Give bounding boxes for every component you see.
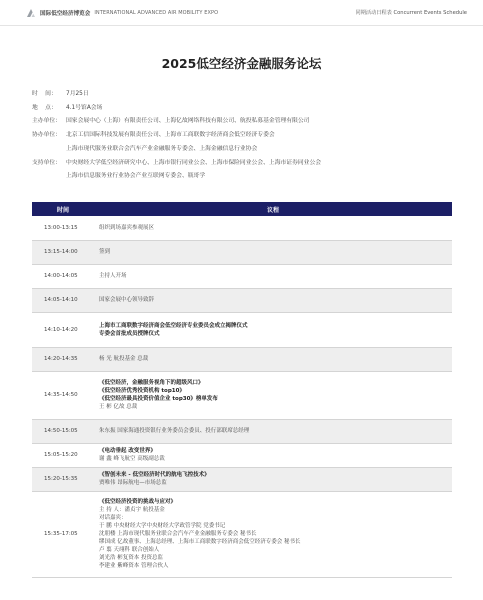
agenda-header-row: [32, 202, 452, 216]
agenda-time: 14:35-14:50: [32, 371, 94, 419]
column-header-time: 时间: [32, 202, 94, 216]
info-value: 4.1号馆A会场: [66, 104, 103, 111]
info-label: [32, 170, 66, 184]
info-label: 主办单位：: [32, 118, 61, 125]
agenda-time: 15:20-15:35: [32, 467, 94, 491]
agenda-speaker: 贾唯伟 昂际航电—市场总监: [99, 480, 167, 486]
info-label: [32, 143, 66, 157]
brand-name-en: INTERNATIONAL ADVANCED AIR MOBILITY EXPO: [94, 9, 219, 16]
page-title: 2025低空经济金融服务论坛: [161, 56, 322, 71]
agenda-item: [94, 443, 452, 467]
agenda-row: [32, 312, 452, 347]
info-label: 时 间：: [32, 91, 57, 97]
agenda-row: [32, 347, 452, 371]
event-info: [32, 88, 462, 184]
agenda-time: 14:10-14:20: [32, 312, 94, 347]
brand-name-cn: 国际低空经济博览会: [40, 10, 91, 17]
agenda-item: [94, 312, 452, 347]
agenda-time: 13:00-13:15: [32, 216, 94, 240]
agenda-title-line: 组织到场嘉宾参观展区: [99, 224, 155, 231]
agenda-time: 14:20-14:35: [32, 347, 94, 371]
agenda-title-line: 《低空经济，金融服务视角下的超级风口》: [99, 380, 204, 386]
agenda-row: [32, 419, 452, 443]
brand: [26, 8, 218, 18]
agenda-speaker: 李建业 紫峰资本 管理合伙人: [99, 563, 169, 569]
agenda-speaker: 对话嘉宾：: [99, 515, 127, 521]
agenda-title-line: 《低空经济优秀投资机构 top10》: [99, 388, 185, 394]
agenda-speaker: 于 鹏 中央财经大学中央财经大学政管学院 党委书记: [99, 523, 226, 529]
agenda-speaker: 缪国成 亿故董事、上海总经理、上海市工商联数字经济商会低空经济专委会 秘书长: [99, 539, 301, 545]
agenda-item: [94, 264, 452, 288]
info-value: 上海市现代服务业联合会汽车产业金融服务专委会、上海金融信息行业协会: [66, 145, 258, 152]
info-label: 支持单位：: [32, 159, 61, 166]
info-label: 协办单位：: [32, 132, 61, 139]
agenda-time: 15:05-15:20: [32, 443, 94, 467]
agenda-row: [32, 371, 452, 419]
info-row: [32, 170, 462, 184]
agenda-item: [94, 347, 452, 371]
expo-logo-icon: [26, 8, 36, 18]
agenda-title-line: 杨 光 航投基金 总裁: [99, 356, 149, 362]
agenda-time: 14:00-14:05: [32, 264, 94, 288]
agenda-row: [32, 264, 452, 288]
agenda-speaker: 王 彬 亿故 总裁: [99, 404, 138, 410]
agenda-table: [32, 202, 452, 578]
info-value: 国家会展中心（上海）有限责任公司、上海亿故网络科技有限公司、航投私募基金管理有限公司: [66, 118, 310, 125]
agenda-item: [94, 216, 452, 240]
agenda-title-line: 主持人开场: [99, 273, 127, 279]
info-row: [32, 129, 462, 143]
agenda-row: [32, 288, 452, 312]
agenda-item: [94, 491, 452, 577]
agenda-speaker: 谢 鑫 峰飞航空 高级副总裁: [99, 456, 165, 462]
agenda-speaker: 卢 翦 天翊科 联合创始人: [99, 547, 160, 553]
agenda-row: [32, 240, 452, 264]
agenda-speaker: 主 持 人：潘贞宇 航投基金: [99, 507, 165, 513]
agenda-item: [94, 288, 452, 312]
agenda-item: [94, 467, 452, 491]
agenda-title-line: 《低空经济最具投资价值企业 top30》榜单发布: [99, 396, 218, 402]
agenda-speaker: 刘光浩 彬复资本 投资总监: [99, 555, 163, 561]
agenda-title-line: 朱东振 国家海通投资银行业务委员会委员、投行部联席总经理: [99, 428, 250, 434]
info-row: [32, 157, 462, 171]
info-value: 7月25日: [66, 91, 89, 97]
agenda-time: 14:05-14:10: [32, 288, 94, 312]
agenda-time: 14:50-15:05: [32, 419, 94, 443]
agenda-row: [32, 491, 452, 577]
agenda-title-line: 签到: [99, 249, 111, 255]
agenda-speaker: 沈朋楼 上海市现代服务业联合会汽车产业金融服务专委会 秘书长: [99, 531, 257, 537]
info-row: [32, 102, 462, 116]
agenda-title-line: 《低空经济投资的挑战与应对》: [99, 499, 177, 505]
agenda-title-line: 国家会展中心领导致辞: [99, 297, 155, 303]
column-header-agenda: 议程: [94, 202, 452, 216]
info-row: [32, 115, 462, 129]
agenda-row: [32, 467, 452, 491]
agenda-row: [32, 216, 452, 240]
info-row: [32, 88, 462, 102]
agenda-title-line: 《智创未来 - 低空经济时代的航电飞控技术》: [99, 472, 210, 478]
info-label: 地 点：: [32, 104, 57, 111]
agenda-time: 15:35-17:05: [32, 491, 94, 577]
agenda-title-line: 上海市工商联数字经济商会低空经济专业委员会成立揭牌仪式: [99, 322, 248, 329]
agenda-item: [94, 419, 452, 443]
agenda-row: [32, 443, 452, 467]
agenda-title-line: 《电动垂起 改变世界》: [99, 448, 156, 454]
agenda-title-line: 专委会首批成员授牌仪式: [99, 330, 160, 337]
info-value: 中央财经大学低空经济研究中心、上海市银行同业公会、上海市保险同业公会、上海市证券同业公会: [66, 159, 322, 166]
schedule-label: 同期活动日程表 Concurrent Events Schedule: [355, 10, 467, 16]
agenda-item: [94, 240, 452, 264]
info-row: [32, 143, 462, 157]
info-value: 上海市信息服务业行业协会产业互联网专委会、瓶哥学: [66, 173, 206, 180]
agenda-item: [94, 371, 452, 419]
info-value: 北京工信国际科技发展有限责任公司、上海市工商联数字经济商会低空经济专委会: [66, 132, 275, 139]
header-bar: [0, 0, 483, 26]
agenda-time: 13:15-14:00: [32, 240, 94, 264]
